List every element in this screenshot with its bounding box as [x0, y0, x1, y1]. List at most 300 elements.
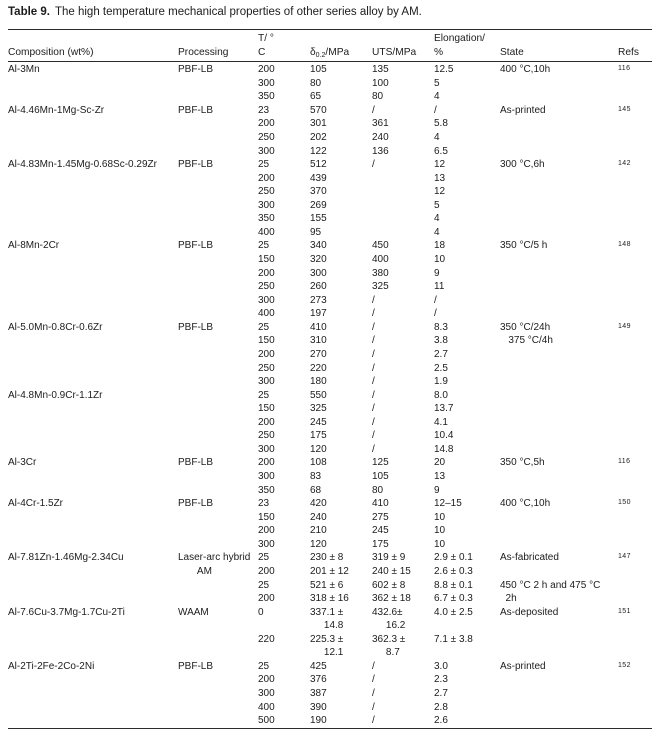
cell-refs: 148 [618, 241, 631, 249]
cell-yield-strength: 240 [310, 511, 327, 523]
cell-yield-strength: 175 [310, 430, 327, 442]
cell-refs [618, 348, 652, 362]
cell-yield-strength: 390 [310, 701, 327, 713]
cell-composition [8, 538, 178, 552]
cell-uts: / [372, 389, 375, 401]
cell-state: As-fabricated [500, 552, 559, 564]
cell-uts: 135 [372, 64, 389, 76]
cell-temperature: 25 [258, 240, 270, 252]
cell-processing: PBF-LB [178, 240, 214, 252]
cell-elongation: 1.9 [434, 376, 448, 388]
cell-processing [178, 375, 258, 389]
cell-uts: / [372, 348, 375, 360]
cell-state: 375 °C/4h [500, 335, 553, 347]
cell-yield-strength: 387 [310, 688, 327, 699]
cell-uts: 361 [372, 118, 389, 130]
cell-yield-strength: 269 [310, 199, 327, 211]
cell-processing [178, 280, 258, 294]
cell-temperature: 25 [258, 579, 270, 591]
table-row [8, 416, 652, 430]
cell-refs [618, 77, 652, 91]
cell-processing [178, 443, 258, 457]
cell-yield-strength: 220 [310, 362, 327, 374]
cell-temperature: 25 [258, 321, 270, 333]
cell-composition [8, 565, 178, 579]
cell-elongation: 12.5 [434, 64, 454, 76]
cell-uts: 362.3 ± [372, 633, 406, 645]
cell-state [500, 294, 618, 308]
cell-uts: / [372, 430, 375, 442]
cell-composition: Al-4Cr-1.5Zr [8, 498, 64, 510]
cell-temperature: 250 [258, 186, 275, 198]
cell-elongation: / [434, 308, 437, 320]
cell-yield-strength: 370 [310, 186, 327, 198]
cell-uts: 125 [372, 457, 389, 469]
cell-refs [618, 619, 652, 633]
cell-elongation: 13.7 [434, 403, 454, 415]
cell-refs [618, 334, 652, 348]
cell-temperature: 23 [258, 498, 270, 510]
cell-state [500, 673, 618, 687]
header-uts [372, 32, 434, 46]
header-yield-strength [310, 32, 372, 46]
table-row [8, 90, 652, 104]
cell-refs [618, 484, 652, 498]
cell-state [500, 212, 618, 226]
table-row [8, 592, 652, 606]
table-row [8, 565, 652, 579]
cell-yield-strength: 245 [310, 416, 327, 428]
cell-refs: 151 [618, 607, 631, 615]
table-row [8, 660, 652, 674]
cell-processing [178, 199, 258, 213]
header-refs: Refs [618, 46, 639, 58]
cell-elongation: 7.1 ± 3.8 [434, 633, 473, 645]
cell-elongation: 2.8 [434, 701, 448, 713]
cell-yield-strength: 420 [310, 498, 327, 510]
cell-state [500, 199, 618, 213]
cell-processing [178, 307, 258, 321]
cell-yield-strength: 197 [310, 308, 327, 320]
cell-uts: 80 [372, 484, 384, 496]
cell-refs: 116 [618, 458, 631, 466]
cell-refs [618, 362, 652, 376]
cell-uts: 275 [372, 511, 389, 523]
cell-state [500, 511, 618, 525]
cell-yield-strength: 202 [310, 131, 327, 143]
header-uts: UTS/MPa [372, 46, 417, 58]
cell-temperature: 300 [258, 294, 275, 306]
cell-yield-strength: 340 [310, 240, 327, 252]
cell-composition [8, 90, 178, 104]
cell-temperature: 200 [258, 416, 275, 428]
cell-uts: / [372, 335, 375, 347]
cell-yield-strength: 180 [310, 376, 327, 388]
cell-temperature: 23 [258, 104, 270, 116]
table-caption-label: Table 9. [8, 6, 50, 18]
table-row [8, 172, 652, 186]
cell-processing [178, 538, 258, 552]
cell-elongation: 14.8 [434, 443, 454, 455]
cell-state: 400 °C,10h [500, 64, 551, 76]
cell-state [500, 117, 618, 131]
cell-uts: / [372, 403, 375, 415]
cell-processing [178, 294, 258, 308]
cell-processing [178, 212, 258, 226]
cell-composition: Al-5.0Mn-0.8Cr-0.6Zr [8, 321, 103, 333]
cell-processing [178, 402, 258, 416]
cell-elongation: 9 [434, 484, 440, 496]
cell-processing: PBF-LB [178, 159, 214, 171]
cell-state [500, 348, 618, 362]
cell-elongation: 12–15 [434, 498, 462, 510]
ys-header-subscript: 0.2 [315, 51, 326, 59]
cell-processing [178, 701, 258, 715]
cell-processing: PBF-LB [178, 660, 214, 672]
cell-processing [178, 524, 258, 538]
cell-yield-strength: 300 [310, 267, 327, 279]
cell-elongation: 4 [434, 226, 440, 238]
cell-temperature: 250 [258, 430, 275, 442]
table-row [8, 185, 652, 199]
table-row [8, 253, 652, 267]
cell-yield-strength: 155 [310, 213, 327, 225]
cell-uts: 380 [372, 267, 389, 279]
cell-composition [8, 633, 178, 647]
cell-yield-strength: 225.3 ± [310, 633, 344, 645]
cell-uts: 8.7 [372, 647, 400, 659]
cell-state [500, 633, 618, 647]
header-state: State [500, 46, 524, 58]
cell-temperature: 300 [258, 443, 275, 455]
table-row [8, 646, 652, 660]
cell-composition: Al-8Mn-2Cr [8, 240, 60, 252]
cell-elongation: 8.0 [434, 389, 448, 401]
cell-composition [8, 348, 178, 362]
cell-temperature: 0 [258, 606, 264, 618]
cell-elongation: 18 [434, 240, 446, 252]
table-row [8, 429, 652, 443]
header-processing [178, 32, 258, 46]
cell-elongation: 10.4 [434, 430, 454, 442]
cell-refs [618, 226, 652, 240]
cell-uts: / [372, 416, 375, 428]
cell-yield-strength: 190 [310, 715, 327, 727]
cell-composition [8, 687, 178, 701]
cell-composition [8, 199, 178, 213]
cell-processing: PBF-LB [178, 498, 214, 510]
cell-processing: PBF-LB [178, 457, 214, 469]
table-row [8, 334, 652, 348]
cell-uts: 432.6± [372, 606, 403, 618]
cell-refs [618, 538, 652, 552]
cell-yield-strength: 201 ± 12 [310, 565, 349, 577]
header-refs [618, 32, 652, 46]
table-caption [8, 5, 652, 19]
table-row [8, 145, 652, 159]
cell-composition [8, 511, 178, 525]
cell-composition [8, 714, 178, 728]
cell-elongation: / [434, 294, 437, 306]
cell-composition: Al-7.6Cu-3.7Mg-1.7Cu-2Ti [8, 606, 125, 618]
cell-refs: 150 [618, 499, 631, 507]
cell-elongation: 6.5 [434, 145, 448, 157]
cell-uts: 100 [372, 77, 389, 89]
cell-elongation: 2.7 [434, 348, 448, 360]
table-row [8, 321, 652, 335]
cell-temperature: 300 [258, 538, 275, 550]
cell-elongation: 4 [434, 213, 440, 225]
cell-yield-strength: 310 [310, 335, 327, 347]
cell-composition [8, 172, 178, 186]
cell-refs [618, 253, 652, 267]
cell-temperature: 500 [258, 715, 275, 727]
cell-composition [8, 429, 178, 443]
cell-refs [618, 511, 652, 525]
cell-yield-strength: 95 [310, 226, 322, 238]
cell-yield-strength: 318 ± 16 [310, 593, 349, 605]
cell-yield-strength: 122 [310, 145, 327, 157]
table-row [8, 104, 652, 118]
cell-state [500, 524, 618, 538]
cell-yield-strength: 260 [310, 281, 327, 293]
cell-composition: Al-2Ti-2Fe-2Co-2Ni [8, 660, 95, 672]
cell-composition [8, 131, 178, 145]
cell-yield-strength: 337.1 ± [310, 606, 344, 618]
cell-state [500, 362, 618, 376]
cell-processing [178, 579, 258, 593]
cell-uts: 16.2 [372, 620, 406, 632]
cell-composition [8, 185, 178, 199]
cell-elongation: 10 [434, 525, 446, 537]
cell-refs [618, 375, 652, 389]
cell-temperature: 25 [258, 552, 270, 564]
cell-processing: PBF-LB [178, 321, 214, 333]
table-row [8, 687, 652, 701]
table-body [8, 62, 652, 728]
cell-temperature: 300 [258, 199, 275, 211]
cell-processing [178, 90, 258, 104]
ys-header-symbol: δ [310, 46, 316, 58]
cell-temperature: 200 [258, 267, 275, 279]
header-composition [8, 32, 178, 46]
cell-yield-strength: 301 [310, 118, 327, 130]
cell-uts: / [372, 321, 375, 333]
cell-uts: / [372, 674, 375, 686]
cell-temperature: 25 [258, 389, 270, 401]
cell-processing: PBF-LB [178, 64, 214, 76]
cell-processing [178, 131, 258, 145]
cell-temperature: 200 [258, 565, 275, 577]
cell-composition [8, 77, 178, 91]
table-row [8, 348, 652, 362]
cell-uts: / [372, 308, 375, 320]
cell-refs [618, 429, 652, 443]
cell-elongation: 2.6 [434, 715, 448, 727]
cell-processing: WAAM [178, 606, 209, 618]
cell-temperature: 300 [258, 145, 275, 157]
table-caption-text: The high temperature mechanical properties of other series alloy by AM. [54, 6, 422, 18]
cell-state [500, 714, 618, 728]
cell-temperature: 150 [258, 511, 275, 523]
cell-state [500, 687, 618, 701]
cell-elongation: 10 [434, 511, 446, 523]
cell-uts [372, 185, 434, 199]
cell-refs [618, 389, 652, 403]
cell-state [500, 701, 618, 715]
table-row [8, 239, 652, 253]
cell-elongation: 4 [434, 131, 440, 143]
cell-temperature: 200 [258, 172, 275, 184]
cell-processing [178, 416, 258, 430]
cell-state [500, 185, 618, 199]
table-row [8, 484, 652, 498]
cell-temperature: 200 [258, 64, 275, 76]
cell-composition: Al-3Cr [8, 457, 37, 469]
cell-refs [618, 402, 652, 416]
cell-temperature: 250 [258, 281, 275, 293]
cell-processing [178, 172, 258, 186]
cell-elongation: 10 [434, 538, 446, 550]
cell-temperature: 250 [258, 362, 275, 374]
cell-composition [8, 334, 178, 348]
cell-yield-strength: 108 [310, 457, 327, 469]
cell-elongation [434, 619, 500, 633]
cell-processing [178, 511, 258, 525]
table-row [8, 579, 652, 593]
cell-state [500, 416, 618, 430]
cell-yield-strength: 65 [310, 91, 322, 103]
cell-elongation: 2.3 [434, 674, 448, 686]
header-state [500, 32, 618, 46]
cell-processing: PBF-LB [178, 104, 214, 116]
cell-processing [178, 673, 258, 687]
cell-uts [372, 212, 434, 226]
cell-elongation: / [434, 104, 437, 116]
cell-state [500, 470, 618, 484]
cell-uts [372, 172, 434, 186]
cell-refs [618, 443, 652, 457]
cell-refs [618, 172, 652, 186]
cell-yield-strength: 230 ± 8 [310, 552, 344, 564]
cell-temperature: 300 [258, 688, 275, 699]
ys-header-unit: /MPa [325, 46, 350, 58]
cell-composition [8, 267, 178, 281]
cell-refs: 147 [618, 553, 631, 561]
cell-refs [618, 524, 652, 538]
cell-processing [178, 619, 258, 633]
table-row [8, 375, 652, 389]
cell-yield-strength: 270 [310, 348, 327, 360]
table-row [8, 633, 652, 647]
cell-refs [618, 714, 652, 728]
cell-state [500, 145, 618, 159]
cell-elongation: 12 [434, 186, 446, 198]
cell-yield-strength: 410 [310, 321, 327, 333]
cell-uts: 80 [372, 91, 384, 103]
table-row [8, 117, 652, 131]
cell-uts: 240 [372, 131, 389, 143]
cell-uts: 175 [372, 538, 389, 550]
cell-state [500, 619, 618, 633]
table-row [8, 538, 652, 552]
cell-state [500, 253, 618, 267]
cell-state [500, 307, 618, 321]
table-row [8, 294, 652, 308]
cell-uts: 325 [372, 281, 389, 293]
cell-elongation: 6.7 ± 0.3 [434, 593, 473, 605]
cell-composition [8, 579, 178, 593]
cell-refs [618, 579, 652, 593]
cell-processing [178, 714, 258, 728]
cell-temperature: 200 [258, 457, 275, 469]
table-row [8, 158, 652, 172]
cell-processing [178, 253, 258, 267]
cell-processing [178, 429, 258, 443]
cell-refs: 142 [618, 160, 631, 168]
cell-uts: 450 [372, 240, 389, 252]
cell-composition: Al-4.8Mn-0.9Cr-1.1Zr [8, 389, 103, 401]
cell-composition: Al-3Mn [8, 64, 40, 76]
cell-composition: Al-4.46Mn-1Mg-Sc-Zr [8, 104, 105, 116]
cell-refs [618, 145, 652, 159]
cell-uts [372, 199, 434, 213]
cell-processing [178, 633, 258, 647]
cell-uts: / [372, 660, 375, 672]
cell-state [500, 172, 618, 186]
cell-uts: / [372, 362, 375, 374]
cell-temperature: 25 [258, 660, 270, 672]
table-row [8, 199, 652, 213]
cell-refs: 149 [618, 322, 631, 330]
cell-temperature: 200 [258, 348, 275, 360]
cell-temperature: 400 [258, 226, 275, 238]
cell-state: 350 °C/24h [500, 321, 551, 333]
table-header-row-1 [8, 32, 652, 46]
cell-state [500, 389, 618, 403]
cell-processing [178, 334, 258, 348]
cell-yield-strength: 425 [310, 660, 327, 672]
cell-temperature: 25 [258, 159, 270, 171]
cell-state [500, 443, 618, 457]
table-row [8, 212, 652, 226]
cell-uts: 105 [372, 471, 389, 482]
cell-temperature: 200 [258, 118, 275, 130]
cell-yield-strength: 273 [310, 294, 327, 306]
cell-state [500, 280, 618, 294]
cell-state [500, 131, 618, 145]
cell-yield-strength: 376 [310, 674, 327, 686]
cell-refs [618, 646, 652, 660]
cell-state: 450 °C 2 h and 475 °C [500, 579, 601, 591]
cell-refs [618, 294, 652, 308]
table-row [8, 362, 652, 376]
table-row [8, 524, 652, 538]
cell-refs [618, 90, 652, 104]
cell-state [500, 429, 618, 443]
cell-temperature: 350 [258, 213, 275, 225]
cell-composition [8, 701, 178, 715]
cell-yield-strength: 325 [310, 403, 327, 415]
cell-elongation: 4.1 [434, 416, 448, 428]
cell-temperature: 150 [258, 335, 275, 347]
cell-state [500, 565, 618, 579]
header-elongation: % [434, 46, 444, 58]
cell-composition [8, 416, 178, 430]
cell-refs [618, 701, 652, 715]
cell-refs [618, 687, 652, 701]
cell-state: 300 °C,6h [500, 159, 545, 171]
